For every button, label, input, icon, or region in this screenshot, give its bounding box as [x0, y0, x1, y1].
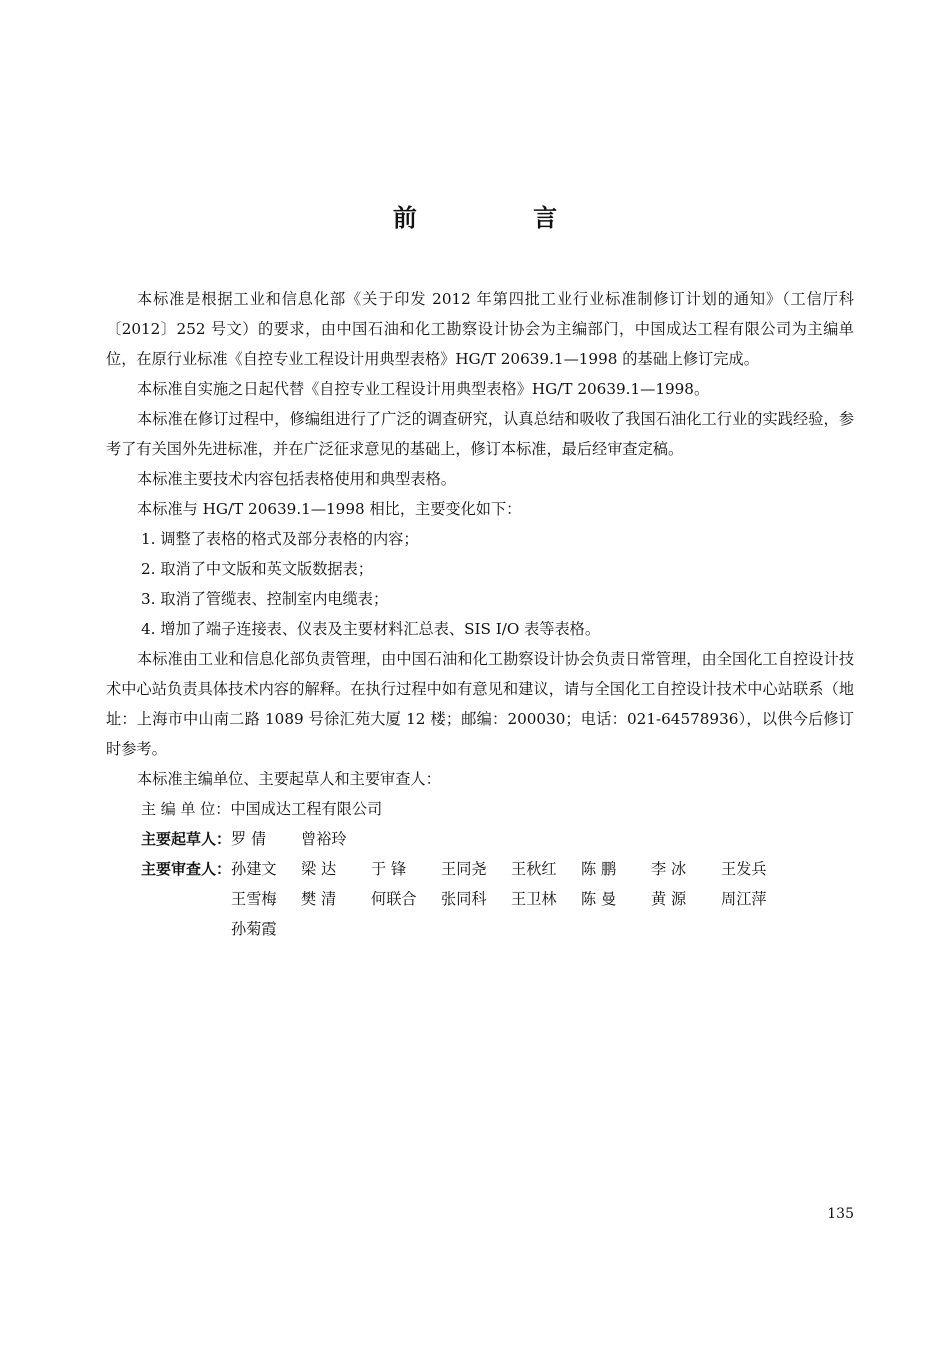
drafters-label: 主要起草人：	[141, 830, 232, 848]
reviewer-name: 梁 达	[301, 860, 337, 878]
reviewer-name: 黄 源	[651, 890, 687, 908]
page-title: 前 言	[392, 204, 612, 232]
paragraph-units-intro: 本标准主编单位、主要起草人和主要审查人：	[137, 770, 441, 788]
change-item: 2. 取消了中文版和英文版数据表；	[141, 560, 373, 578]
reviewer-name: 张同科	[441, 890, 487, 908]
chief-unit-label: 主 编 单 位：	[141, 800, 231, 818]
reviewer-name: 李 冰	[651, 860, 687, 878]
paragraph-changes-intro: 本标准与 HG/T 20639.1—1998 相比，主要变化如下：	[137, 500, 522, 518]
change-item: 3. 取消了管缆表、控制室内电缆表；	[141, 590, 389, 608]
reviewer-name: 周江萍	[721, 890, 767, 908]
change-item: 4. 增加了端子连接表、仪表及主要材料汇总表、SIS I/O 表等表格。	[141, 620, 601, 638]
reviewer-name: 王秋红	[511, 860, 557, 878]
paragraph-origin: 本标准是根据工业和信息化部《关于印发 2012 年第四批工业行业标准制修订计划的通知》（工信厅科〔2012〕252 号文）的要求，由中国石油和化工勘察设计协会为主编部门，中国成达工程有限公司为主编单位，在原行业标准《自控专业工程设计用典型表格》HG/T 20639.1—1998 的基础上修订完成。	[106, 290, 854, 368]
chief-unit-row	[106, 794, 854, 824]
reviewer-name: 陈 鹏	[581, 860, 617, 878]
reviewer-names	[231, 854, 791, 944]
paragraph-replacement: 本标准自实施之日起代替《自控专业工程设计用典型表格》HG/T 20639.1—1998。	[137, 380, 710, 398]
reviewer-name: 王雪梅	[231, 890, 277, 908]
drafter-name: 曾裕玲	[301, 830, 347, 848]
paragraph-management: 本标准由工业和信息化部负责管理，由中国石油和化工勘察设计协会负责日常管理，由全国化工自控设计技术中心站负责具体技术内容的解释。在执行过程中如有意见和建议，请与全国化工自控设计技术中心站联系（地址：上海市中山南二路 1089 号徐汇苑大厦 12 楼；邮编：200030；电话：021-64578936），以供今后修订时参考。	[106, 650, 854, 758]
paragraph-revision: 本标准在修订过程中，修编组进行了广泛的调查研究，认真总结和吸收了我国石油化工行业的实践经验，参考了有关国外先进标准，并在广泛征求意见的基础上，修订本标准，最后经审查定稿。	[106, 410, 854, 458]
drafter-name: 罗 倩	[231, 830, 267, 848]
reviewers-label: 主要审查人：	[141, 860, 232, 878]
page-number: 135	[827, 1206, 854, 1222]
reviewer-name: 陈 曼	[581, 890, 617, 908]
reviewers-row	[106, 854, 854, 944]
reviewer-name: 孙菊霞	[231, 920, 277, 938]
drafters-row	[106, 824, 854, 854]
reviewer-name: 何联合	[371, 890, 417, 908]
reviewer-name: 孙建文	[231, 860, 277, 878]
reviewer-name: 王卫林	[511, 890, 557, 908]
reviewer-name: 于 锋	[371, 860, 407, 878]
change-item: 1. 调整了表格的格式及部分表格的内容；	[141, 530, 419, 548]
reviewer-name: 王同尧	[441, 860, 487, 878]
document-body	[106, 284, 854, 944]
reviewer-name: 王发兵	[721, 860, 767, 878]
paragraph-content: 本标准主要技术内容包括表格使用和典型表格。	[137, 470, 456, 488]
reviewer-name: 樊 清	[301, 890, 337, 908]
chief-unit-value: 中国成达工程有限公司	[230, 800, 383, 818]
